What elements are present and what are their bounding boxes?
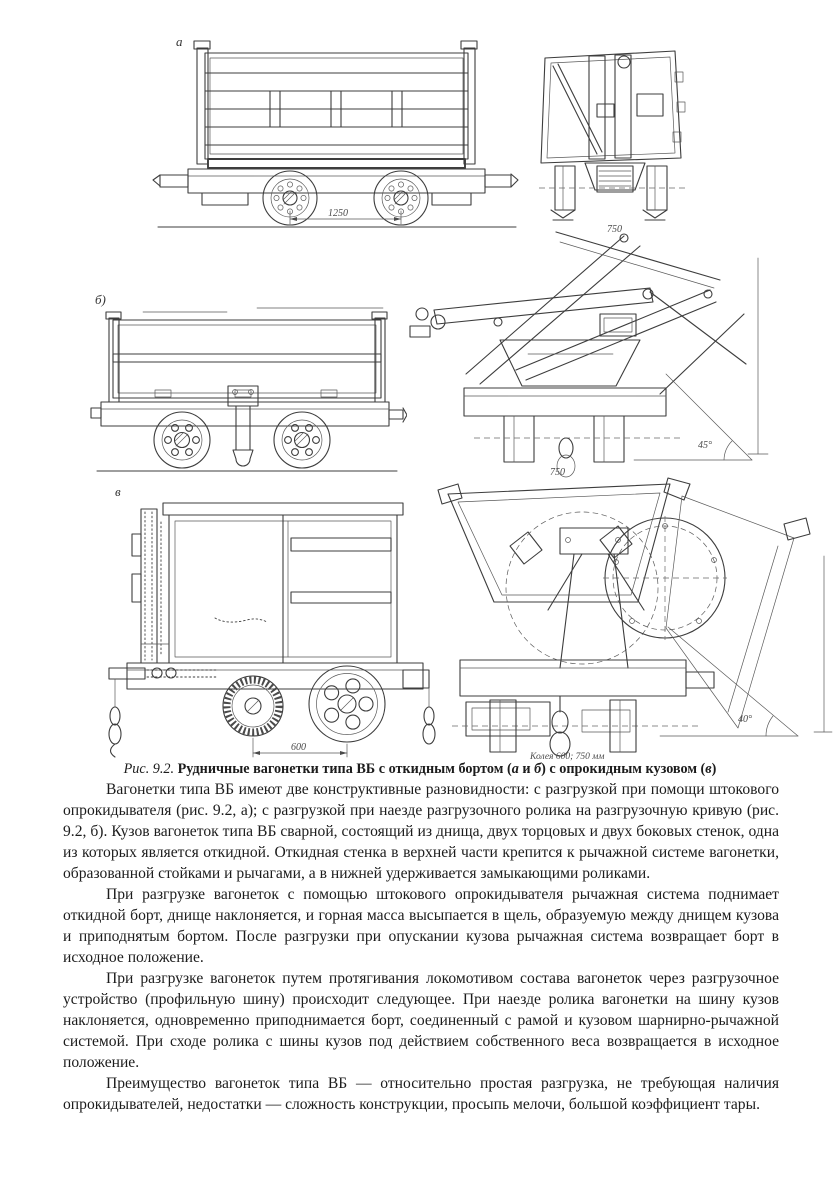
drawing-a-side-view [150,28,522,233]
caption-mid: и [518,761,535,777]
body-paragraph: Вагонетки типа ВБ имеют две конструктивные разновидности: с разгрузкой при помощи штокового опрокидывателя (рис. 9.2, а); с разгрузкой при наезде разгрузочного ролика на разгрузочную кривую (рис. 9.2, б). Кузов вагонеток типа ВБ сварной, состоящий из днища, двух торцовых и двух боковых стенок, одна из которых является откидной. Откидная стенка в верхней части крепится к рычажной системе вагонетки, образованной стойками и рычагами, а в нижней удерживается замыкающими роликами. [63,781,779,882]
view-label-v: в [115,484,121,499]
caption-title-2: ) с опрокидным кузовом ( [541,761,706,777]
caption-close: ) [711,761,717,777]
drawing-a-end-view [527,42,699,234]
view-label-b: б) [95,292,106,307]
dimension-gauge-mid-right: 750 [550,467,565,478]
drawing-b-end-view-tipping [408,222,770,480]
caption-ref-v: в [705,761,712,777]
drawing-v-end-view-tipping [432,460,834,762]
gauge-note: Колея 600; 750 мм [530,752,605,762]
body-paragraph: Преимущество вагонеток типа ВБ — относительно простая разгрузка, не требующая наличия опрокидывателей, недостатки — сложность конструкции, просыпь мелочи, большой коэффициент тары. [63,1075,779,1113]
dimension-gauge-top-right: 750 [607,224,622,234]
dimension-wheelbase-v: 600 [291,742,306,753]
caption-title-1: Рудничные вагонетки типа ВБ с откидным бортом ( [174,761,512,777]
caption-ref-a: а [511,761,519,777]
caption-ref-b: б [534,761,542,777]
drawing-b-side-view [85,288,407,476]
caption-number: Рис. 9.2. [123,761,175,777]
angle-label-45: 45° [698,440,712,451]
body-paragraph: При разгрузке вагонеток с помощью штокового опрокидывателя рычажная система поднимает откидной борт, днище наклоняется, и горная масса высыпается в щель, образуемую между днищем кузова и приподнятым бортом. После разгрузки при опускании кузова рычажная система возвращает борт в исходное положение. [63,886,779,966]
drawing-v-side-view [95,476,440,763]
view-label-a: а [176,34,183,49]
figure-caption [62,760,778,778]
body-paragraph: При разгрузке вагонеток путем протягивания локомотивом состава вагонеток через разгрузочное устройство (профильную шину) происходит следующее. При наезде ролика вагонетки на шину кузов наклоняется, одновременно приподнимается борт, соединенный с рамой и кузовом шарнирно-рычажной системой. При сходе ролика с шины кузов под действием собственного веса возвращается в исходное положение. [63,970,779,1071]
angle-label-40: 40° [738,714,752,725]
article-text [63,779,779,1115]
dimension-wheelbase-a: 1250 [328,208,348,219]
